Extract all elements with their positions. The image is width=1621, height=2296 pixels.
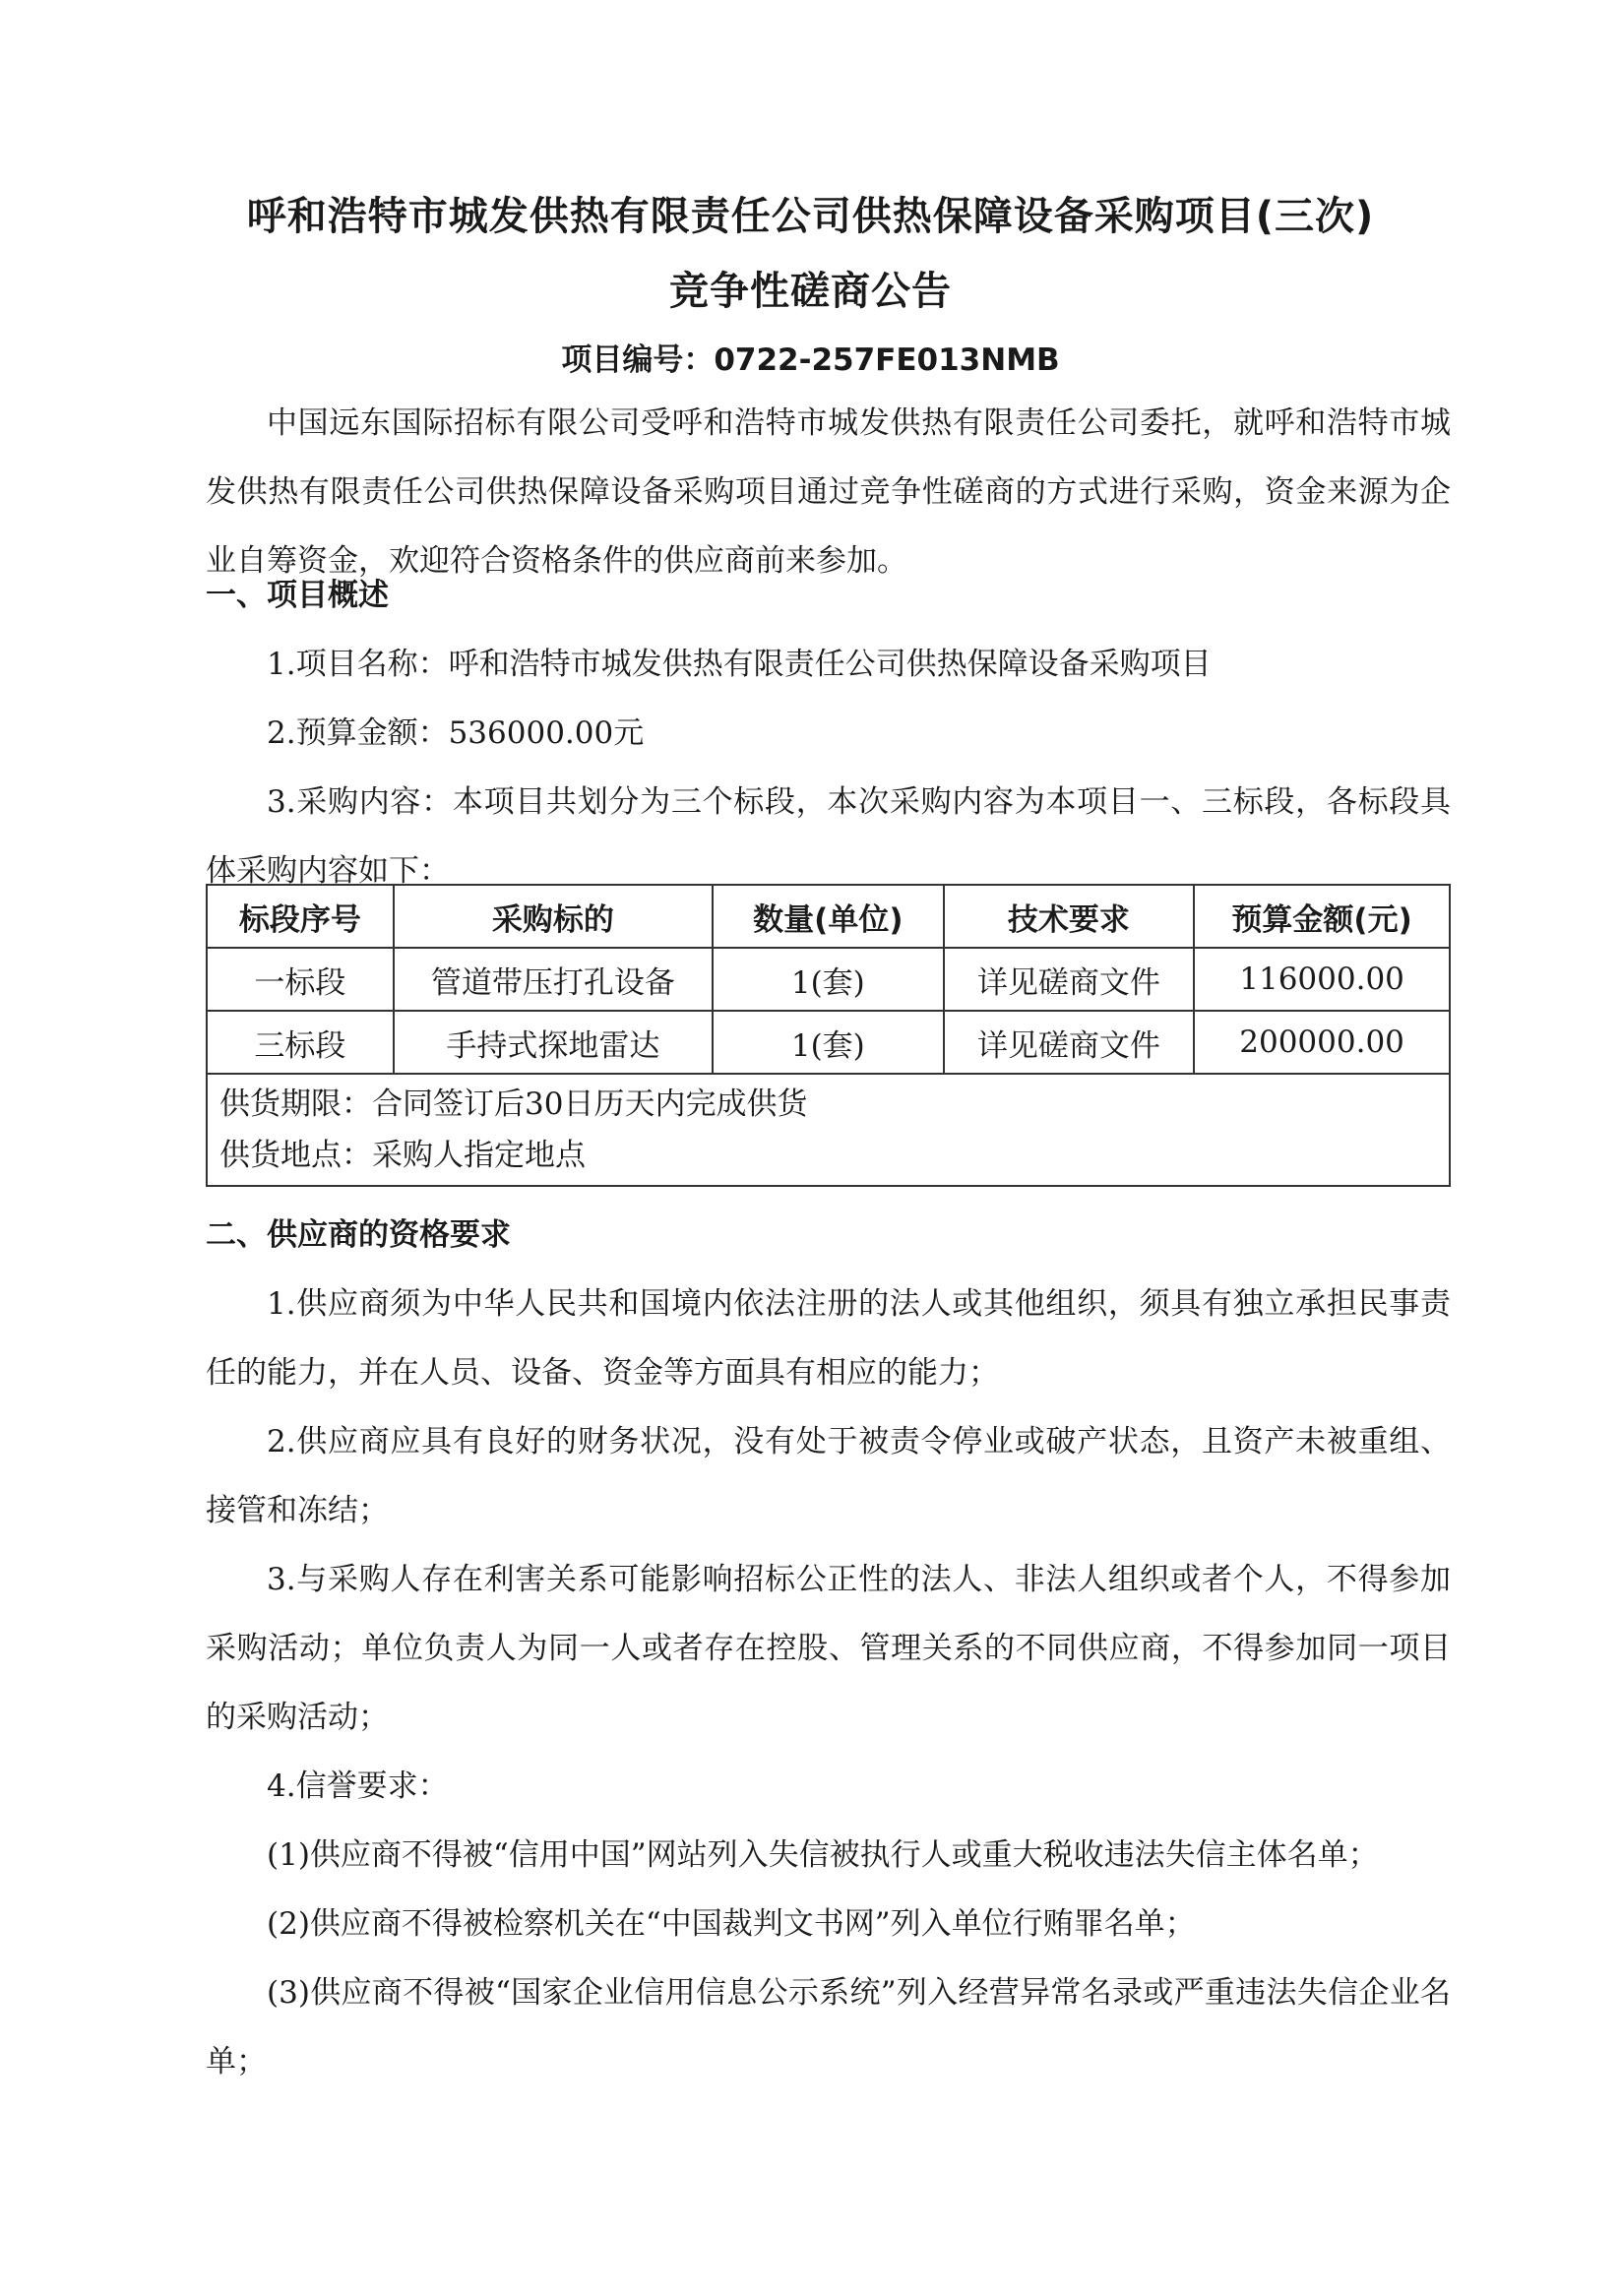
header-budget: 预算金额(元) (1194, 885, 1450, 948)
cell-tech-req: 详见磋商文件 (944, 1011, 1195, 1074)
project-name-item: 1.项目名称：呼和浩特市城发供热有限责任公司供热保障设备采购项目 (267, 647, 1212, 682)
intro-paragraph: 中国远东国际招标有限公司受呼和浩特市城发供热有限责任公司委托，就呼和浩特市城发供热有限责任公司供热保障设备采购项目通过竞争性磋商的方式进行采购，资金来源为企业自筹资金，欢迎符合资格条件的供应商前来参加。 (206, 405, 1451, 579)
header-subject: 采购标的 (394, 885, 713, 948)
budget-item: 2.预算金额：536000.00元 (267, 715, 645, 751)
section-qualifications (206, 1201, 1451, 2096)
header-quantity: 数量(单位) (713, 885, 944, 948)
procurement-content-item: 3.采购内容：本项目共划分为三个标段，本次采购内容为本项目一、三标段，各标段具体采购内容如下： (206, 784, 1451, 889)
document-title-line2: 竞争性磋商公告 (669, 269, 952, 314)
cell-lot-no: 三标段 (207, 1011, 394, 1074)
requirement-4-1: (1)供应商不得被“信用中国”网站列入失信被执行人或重大税收违法失信主体名单； (267, 1837, 1379, 1873)
requirement-2: 2.供应商应具有良好的财务状况，没有处于被责令停业或破产状态，且资产未被重组、接管和冻结； (206, 1424, 1451, 1528)
requirement-3: 3.与采购人存在利害关系可能影响招标公正性的法人、非法人组织或者个人，不得参加采购活动；单位负责人为同一人或者存在控股、管理关系的不同供应商，不得参加同一项目的采购活动； (206, 1562, 1451, 1735)
header-lot-no: 标段序号 (207, 885, 394, 948)
cell-budget: 116000.00 (1194, 948, 1450, 1011)
table-row (207, 1011, 1450, 1074)
document-title-line1: 呼和浩特市城发供热有限责任公司供热保障设备采购项目(三次) (246, 194, 1375, 239)
table-row (207, 948, 1450, 1011)
requirement-4-3: (3)供应商不得被“国家企业信用信息公示系统”列入经营异常名录或严重违法失信企业名单； (206, 1975, 1451, 2079)
cell-subject: 手持式探地雷达 (394, 1011, 713, 1074)
cell-subject: 管道带压打孔设备 (394, 948, 713, 1011)
section-project-overview (206, 561, 1451, 905)
requirement-4-2: (2)供应商不得被检察机关在“中国裁判文书网”列入单位行贿罪名单； (267, 1906, 1196, 1942)
requirement-1: 1.供应商须为中华人民共和国境内依法注册的法人或其他组织，须具有独立承担民事责任的能力，并在人员、设备、资金等方面具有相应的能力； (206, 1286, 1451, 1391)
lots-table (206, 884, 1451, 1187)
requirement-4: 4.信誉要求： (267, 1769, 449, 1804)
cell-quantity: 1(套) (713, 948, 944, 1011)
cell-quantity: 1(套) (713, 1011, 944, 1074)
section1-heading: 一、项目概述 (206, 578, 389, 613)
project-number: 项目编号：0722-257FE013NMB (561, 342, 1060, 378)
cell-tech-req: 详见磋商文件 (944, 948, 1195, 1011)
table-header-row (207, 885, 1450, 948)
table-notes-row (207, 1074, 1450, 1186)
supply-place: 供货地点：采购人指定地点 (219, 1138, 586, 1173)
supply-notes (207, 1074, 1450, 1186)
cell-lot-no: 一标段 (207, 948, 394, 1011)
section2-heading: 二、供应商的资格要求 (206, 1217, 511, 1253)
header-tech-req: 技术要求 (944, 885, 1195, 948)
cell-budget: 200000.00 (1194, 1011, 1450, 1074)
supply-period: 供货期限：合同签订后30日历天内完成供货 (219, 1086, 808, 1122)
